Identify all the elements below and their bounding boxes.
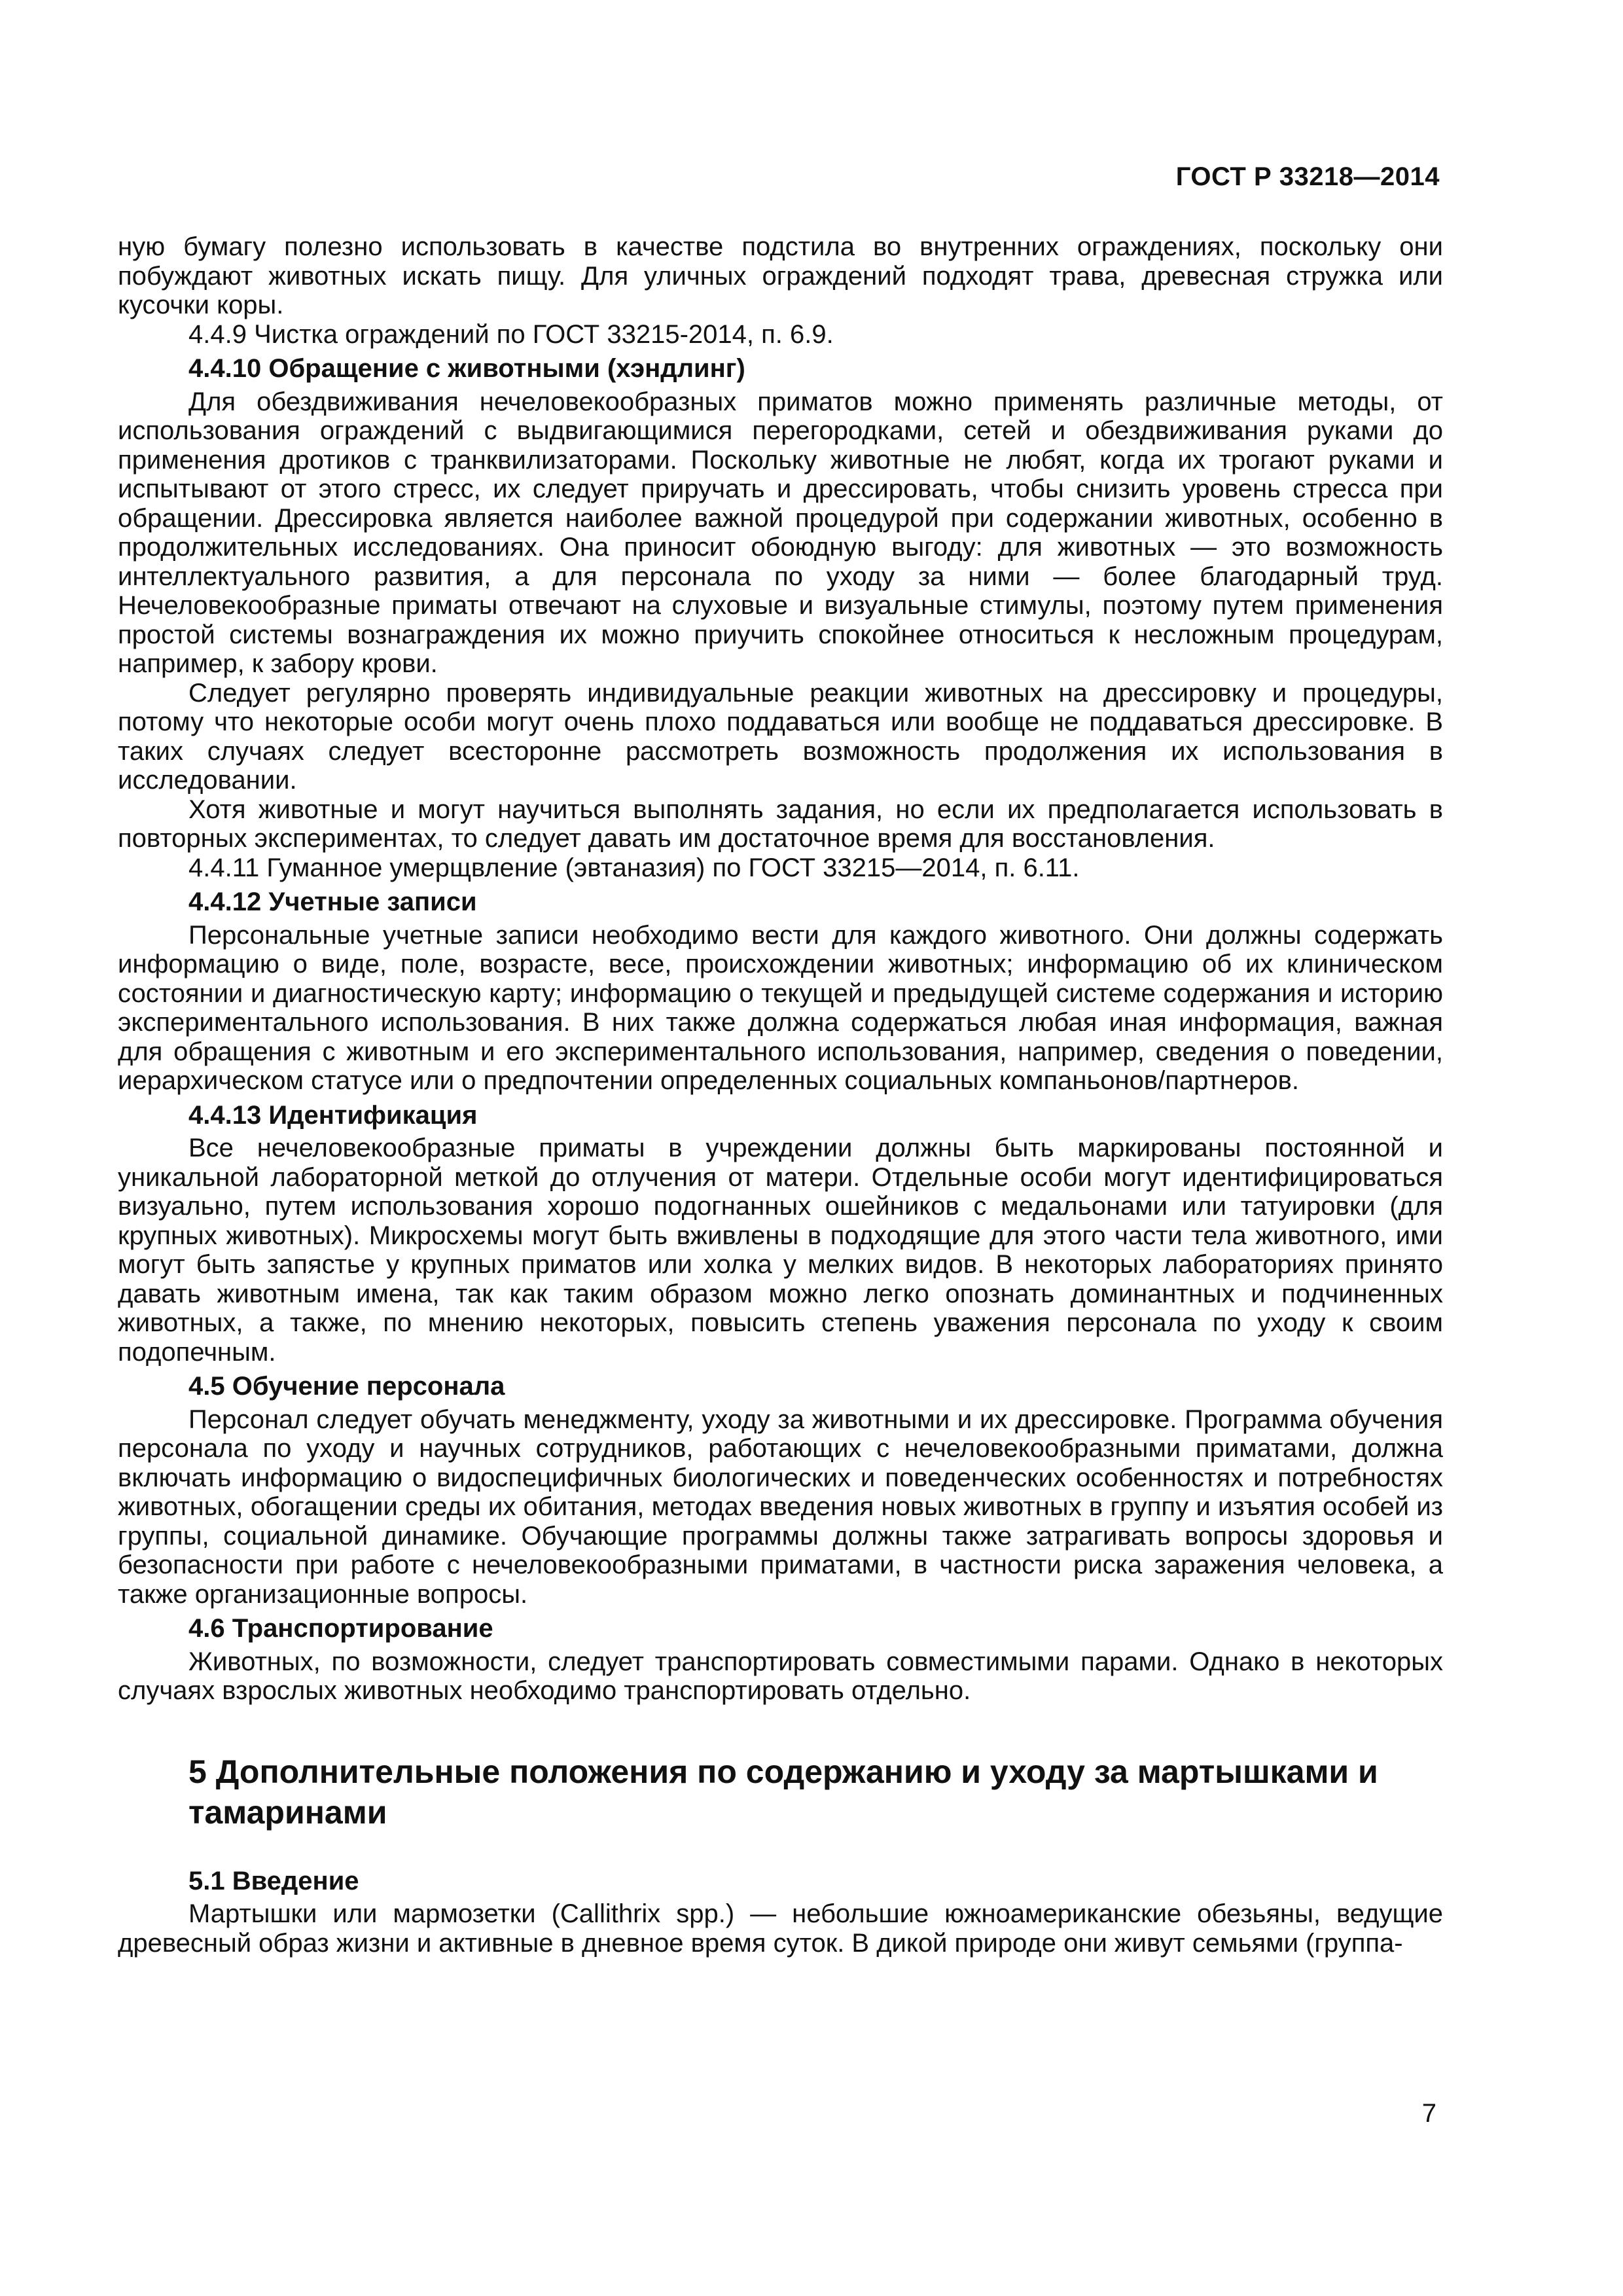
- heading-5-1: 5.1 Введение: [188, 1866, 359, 1895]
- page-number: 7: [1421, 2099, 1436, 2128]
- paragraph-5-1: Мартышки или мармозетки (Callithrix spp.) — небольшие южноамериканские обезьяны, ведущие древесный образ жизни и активные в дневное время суток. В дикой природе они живут семьями (группа-: [118, 1899, 1443, 1958]
- heading-4-4-12: 4.4.12 Учетные записи: [188, 888, 477, 916]
- document-body: [118, 232, 1443, 1958]
- paragraph-4-4-10-c: Хотя животные и могут научиться выполнять задания, но если их предполагается использовать в повторных экспериментах, то следует давать им достаточное время для восстановления.: [118, 795, 1443, 853]
- paragraph-4-4-10-b: Следует регулярно проверять индивидуальные реакции животных на дрессировку и процедуры, потому что некоторые особи могут очень плохо поддаваться или вообще не поддаваться дрессировке. В таких случаях следует всесторонне рассмотреть возможность продолжения их использования в исследовании.: [118, 678, 1443, 795]
- heading-section-5: 5 Дополнительные положения по содержанию и уходу за мартышками и тамаринами: [188, 1753, 1378, 1831]
- paragraph-4-5: Персонал следует обучать менеджменту, уходу за животными и их дрессировке. Программа обучения персонала по уходу и научных сотрудников, работающих с нечеловекообразными приматами, должна включать информацию о видоспецифичных биологических и поведенческих особенностях и потребностях животных, обогащении среды их обитания, методах введения новых животных в группу и изъятия особей из группы, социальной динамике. Обучающие программы должны также затрагивать вопросы здоровья и безопасности при работе с нечеловекообразными приматами, в частности риска заражения человека, а также организационные вопросы.: [118, 1405, 1443, 1609]
- heading-4-5: 4.5 Обучение персонала: [188, 1372, 505, 1401]
- heading-4-6: 4.6 Транспортирование: [188, 1614, 493, 1643]
- document-header-code: ГОСТ Р 33218—2014: [1175, 162, 1440, 191]
- paragraph-4-4-13: Все нечеловекообразные приматы в учреждении должны быть маркированы постоянной и уникальной лабораторной меткой до отлучения от матери. Отдельные особи могут идентифицироваться визуально, путем использования хорошо подогнанных ошейников с медальонами или татуировки (для крупных животных). Микросхемы могут быть вживлены в подходящие для этого части тела животного, ими могут быть запястье у крупных приматов или холка у мелких видов. В некоторых лабораториях принято давать животным имена, так как таким образом можно легко опознать доминантных и подчиненных животных, а также, по мнению некоторых, повысить степень уважения персонала по уходу к своим подопечным.: [118, 1134, 1443, 1367]
- paragraph-4-4-11: 4.4.11 Гуманное умерщвление (эвтаназия) по ГОСТ 33215—2014, п. 6.11.: [188, 853, 1080, 882]
- heading-4-4-10: 4.4.10 Обращение с животными (хэндлинг): [188, 354, 745, 383]
- paragraph-4-4-12: Персональные учетные записи необходимо вести для каждого животного. Они должны содержать информацию о виде, поле, возрасте, весе, происхождении животных; информацию об их клиническом состоянии и диагностическую карту; информацию о текущей и предыдущей системе содержания и историю экспериментального использования. В них также должна содержаться любая иная информация, важная для обращения с животным и его экспериментального использования, например, сведения о поведении, иерархическом статусе или о предпочтении определенных социальных компаньонов/партнеров.: [118, 920, 1443, 1095]
- paragraph-4-4-9: 4.4.9 Чистка ограждений по ГОСТ 33215-2014, п. 6.9.: [188, 319, 834, 349]
- heading-4-4-13: 4.4.13 Идентификация: [188, 1100, 478, 1130]
- paragraph-4-4-10-a: Для обездвиживания нечеловекообразных приматов можно применять различные методы, от использования ограждений с выдвигающимися перегородками, сетей и обездвиживания руками до применения дротиков с транквилизаторами. Поскольку животные не любят, когда их трогают руками и испытывают от этого стресс, их следует приручать и дрессировать, чтобы снизить уровень стресса при обращении. Дрессировка является наиболее важной процедурой при содержании животных, особенно в продолжительных исследованиях. Она приносит обоюдную выгоду: для животных — это возможность интеллектуального развития, а для персонала по уходу за ними — более благодарный труд. Нечеловекообразные приматы отвечают на слуховые и визуальные стимулы, поэтому путем применения простой системы вознаграждения их можно приучить спокойнее относиться к несложным процедурам, например, к забору крови.: [118, 387, 1443, 678]
- paragraph-continuation: ную бумагу полезно использовать в качестве подстила во внутренних ограждениях, поскольку они побуждают животных искать пищу. Для уличных ограждений подходят трава, древесная стружка или кусочки коры.: [118, 232, 1443, 319]
- paragraph-4-6: Животных, по возможности, следует транспортировать совместимыми парами. Однако в некоторых случаях взрослых животных необходимо транспортировать отдельно.: [118, 1647, 1443, 1705]
